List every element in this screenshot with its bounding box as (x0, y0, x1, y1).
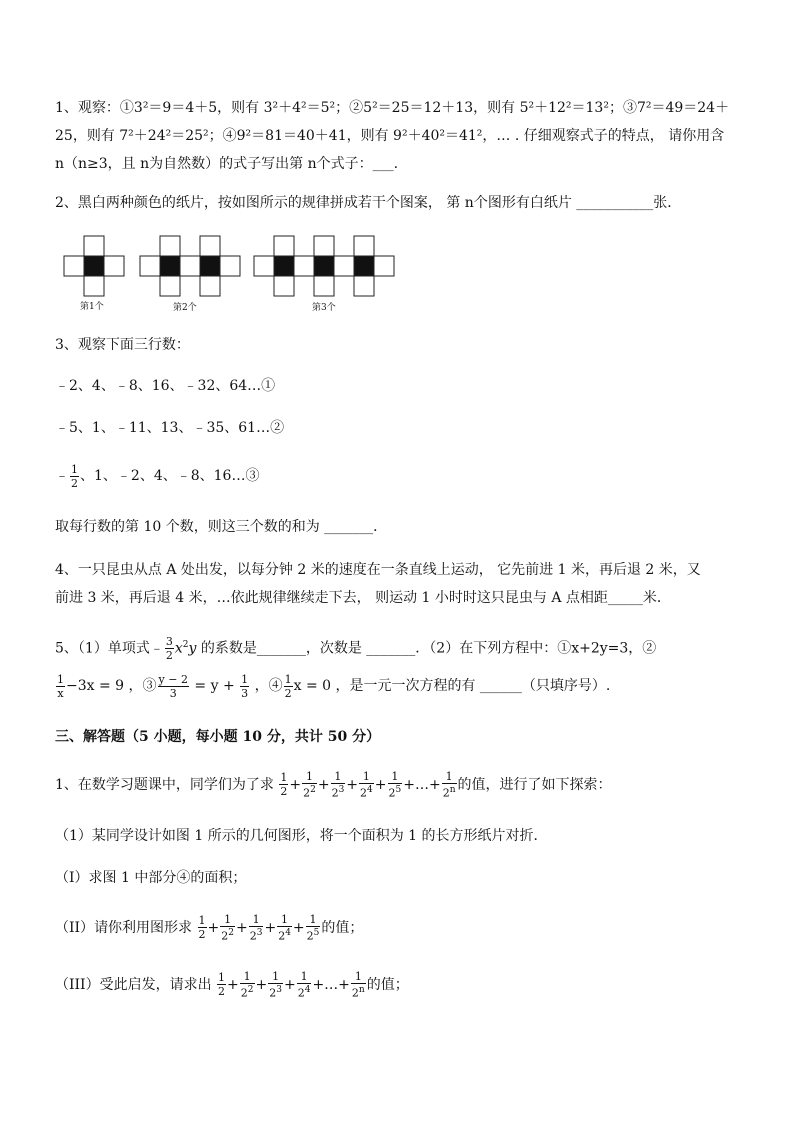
exponent: 5 (395, 785, 402, 795)
figure-caption-1: 第1个 (80, 302, 104, 312)
q1-line-3: n（n≥3，且 n为自然数）的式子写出第 n个式子：___. (55, 156, 399, 172)
fraction (240, 970, 255, 1000)
fraction (220, 913, 235, 943)
q5-text: 的系数是_______，次数是 _______．（2）在下列方程中：①x+2y=3，② (196, 640, 657, 657)
s1-part1-text: （1）某同学设计如图 1 所示的几何图形，将一个面积为 1 的长方形纸片对折． (55, 828, 548, 844)
fraction-numerator: 1 (442, 770, 457, 784)
exponent: n (358, 985, 365, 995)
fraction-denominator: $2^4$ (278, 928, 291, 943)
exponent: 4 (285, 928, 291, 938)
fraction (351, 970, 366, 1000)
solve-1-sub-I (55, 864, 745, 892)
solve-1-sub-III (55, 970, 745, 998)
plus-sign: + (292, 919, 305, 936)
exponent: n (449, 785, 456, 795)
q1-line-2: 25，则有 7²＋24²＝25²；④9²＝81＝40＋41，则有 9²＋40²＝41²，… . 仔细观察式子的特点， 请你用含 (55, 128, 725, 144)
fraction-denominator: 2 (165, 649, 173, 663)
tile-white (180, 256, 200, 276)
q3-row-3 (55, 462, 745, 490)
plus-sign: + (374, 776, 387, 793)
fraction-denominator: $2^4$ (360, 785, 373, 800)
fraction-numerator: 1 (268, 970, 283, 984)
fraction (442, 770, 457, 800)
fraction (165, 635, 174, 662)
s1-subI-text: 求图 1 中部分④的面积； (88, 870, 247, 886)
question-3-intro (55, 331, 745, 359)
fraction (277, 913, 292, 943)
tile-white (200, 276, 220, 296)
fraction-denominator: 3 (169, 686, 177, 700)
monomial-exponent: 2 (182, 640, 189, 650)
monomial-var-y: y (188, 640, 197, 657)
ellipsis: +…+ (312, 976, 350, 993)
fraction-denominator: 2 (218, 985, 226, 999)
fraction-denominator: $2^3$ (249, 928, 263, 943)
solve-1-intro (55, 770, 745, 798)
s1-text: 的值； (321, 919, 364, 936)
figure-caption-2: 第2个 (173, 303, 197, 313)
tile-white (274, 236, 294, 256)
fraction-denominator: $2^3$ (269, 985, 282, 1000)
fraction-numerator: 1 (359, 770, 374, 784)
ellipsis: +…+ (403, 776, 441, 793)
tile-black (354, 256, 374, 276)
fraction-denominator: 2$^n$ (442, 785, 456, 800)
solve-1-sub-II (55, 913, 745, 941)
fraction (217, 971, 226, 998)
q3-row-3-rest: 、1、﹣2、4、﹣8、16…③ (80, 468, 260, 484)
plus-sign: + (283, 976, 296, 993)
tile-white (160, 236, 180, 256)
fraction (56, 673, 65, 700)
tile-white (84, 276, 104, 296)
fraction-numerator: 1 (280, 771, 288, 785)
plus-sign: + (289, 776, 302, 793)
q5-text: = y + (189, 678, 240, 694)
q3-ask-text: 取每行数的第 10 个数，则这三个数的和为 _______． (55, 519, 388, 535)
plus-sign: + (227, 976, 239, 993)
tile-white (334, 256, 354, 276)
s1-text: 请你利用图形求 (94, 919, 197, 936)
fraction (284, 673, 293, 700)
sub-label-I: （I） (55, 870, 89, 886)
s1-text: 的值，进行了如下探索： (457, 776, 612, 793)
question-2 (55, 189, 745, 217)
q4-line-2: 前进 3 米，再后退 4 米，…依此规律继续走下去， 则运动 1 小时时这只昆虫与 A 点相距_____米． (55, 590, 671, 606)
fraction-denominator: $2^2$ (221, 928, 234, 943)
sub-label-III: （III） (55, 976, 100, 993)
q5-text: 5、（1）单项式﹣ (55, 640, 164, 657)
q3-row-3-sign: ﹣ (55, 468, 69, 484)
section-heading: 三、解答题（5 小题，每小题 10 分，共计 50 分） (55, 729, 381, 745)
tile-white (160, 276, 180, 296)
fraction (306, 913, 321, 943)
exponent: 4 (367, 785, 373, 795)
tile-white (84, 236, 104, 256)
question-5-line-1 (55, 631, 745, 663)
tile-pattern-figure (60, 232, 400, 298)
tile-white (64, 256, 84, 276)
fraction (279, 771, 288, 798)
fraction-numerator: 1 (240, 970, 255, 984)
q3-row-2 (55, 414, 745, 442)
tile-white (220, 256, 240, 276)
question-4 (55, 556, 745, 612)
figure-caption-3: 第3个 (312, 303, 336, 313)
fraction (198, 914, 207, 941)
q3-question (55, 513, 745, 541)
q3-row-2-text: ﹣5、1、﹣11、13、﹣35、61…② (55, 420, 285, 436)
tile-black (200, 256, 220, 276)
fraction-numerator: 1 (297, 970, 312, 984)
fraction-denominator: 2 (198, 928, 206, 942)
fraction-numerator: 1 (306, 913, 321, 927)
tile-black (160, 256, 180, 276)
fraction-numerator: 1 (249, 913, 264, 927)
exponent: 2 (247, 985, 254, 995)
q5-text: ，④ (250, 678, 283, 694)
fraction-numerator: 1 (388, 770, 403, 784)
fraction (302, 770, 317, 800)
fraction-numerator: 3 (165, 635, 173, 649)
tile-white (314, 276, 334, 296)
exponent: 4 (304, 985, 311, 995)
tile-black (84, 256, 104, 276)
solve-1-part-1 (55, 822, 745, 850)
fraction (158, 673, 189, 700)
tile-white (254, 256, 274, 276)
plus-sign: + (207, 919, 220, 936)
question-5-line-2 (55, 672, 745, 700)
tile-white (374, 256, 394, 276)
fraction-denominator: $2^5$ (388, 785, 402, 800)
fraction (297, 970, 312, 1000)
q2-text: 2、黑白两种颜色的纸片，按如图所示的规律拼成若干个图案， 第 n个图形有白纸片 ___________张． (55, 195, 682, 211)
fraction-denominator: $2^5$ (306, 928, 320, 943)
fraction-numerator: 1 (351, 970, 366, 984)
tile-white (314, 236, 334, 256)
fraction-denominator: $2^4$ (297, 985, 311, 1000)
fraction-denominator: 2$^n$ (351, 985, 365, 1000)
tile-white (200, 236, 220, 256)
s1-text: 的值； (366, 976, 409, 993)
fraction (388, 770, 403, 800)
fraction-numerator: 1 (218, 971, 226, 985)
fraction-numerator: 1 (71, 462, 78, 476)
exponent: 2 (310, 785, 316, 795)
fraction-numerator: 1 (331, 770, 346, 784)
tile-white (354, 276, 374, 296)
fraction-numerator: 1 (284, 672, 292, 686)
tile-white (354, 236, 374, 256)
tile-black (314, 256, 334, 276)
plus-sign: + (317, 776, 330, 793)
q3-row-1-text: ﹣2、4、﹣8、16、﹣32、64…① (55, 378, 276, 394)
fraction (331, 770, 346, 800)
fraction-denominator: x (57, 686, 64, 700)
fraction (268, 970, 283, 1000)
q1-line-1: 1、观察：①3²＝9＝4＋5，则有 3²＋4²＝5²；②5²＝25＝12＋13，则有 5²＋12²＝13²；③7²＝49＝24＋ (55, 100, 730, 116)
exponent: 3 (276, 985, 282, 995)
exponent: 2 (228, 928, 234, 938)
fraction (70, 463, 79, 490)
fraction-denominator: $2^2$ (303, 785, 316, 800)
fraction-denominator: 3 (241, 686, 249, 700)
fraction-denominator: $2^3$ (331, 785, 345, 800)
fraction-numerator: 1 (277, 913, 292, 927)
fraction-numerator: 1 (302, 770, 317, 784)
plus-sign: + (255, 976, 268, 993)
tile-white (294, 256, 314, 276)
exponent: 3 (256, 928, 263, 938)
exponent: 3 (338, 785, 345, 795)
plus-sign: + (235, 919, 248, 936)
tile-white (274, 276, 294, 296)
s1-text: 1、在数学习题课中，同学们为了求 (55, 776, 279, 793)
fraction (240, 673, 249, 700)
q5-text: −3x = 9 ，③ (66, 678, 157, 694)
fraction (249, 913, 264, 943)
monomial-var-x: x (174, 640, 183, 657)
fraction-denominator: 2 (280, 785, 288, 799)
fraction-denominator: 2 (284, 686, 292, 700)
fraction-numerator: 1 (241, 672, 249, 686)
q4-line-1: 4、一只昆虫从点 A 处出发，以每分钟 2 米的速度在一条直线上运动， 它先前进 1 米，再后退 2 米，又 (55, 562, 701, 578)
q3-row-1 (55, 372, 745, 400)
q3-intro: 3、观察下面三行数： (55, 337, 190, 353)
fraction-numerator: 1 (220, 913, 235, 927)
q5-text: x = 0 ，是一元一次方程的有 ______（只填序号）. (293, 678, 611, 694)
fraction-denominator: 2 (71, 476, 78, 490)
fraction-numerator: 1 (198, 914, 206, 928)
fraction-numerator: 1 (57, 672, 64, 686)
s1-text: 受此启发，请求出 (99, 976, 217, 993)
question-1 (55, 94, 745, 178)
fraction (359, 770, 374, 800)
plus-sign: + (264, 919, 277, 936)
fraction-numerator: y − 2 (158, 672, 188, 686)
sub-label-II: （II） (55, 919, 95, 936)
fraction-denominator: $2^2$ (240, 985, 254, 1000)
tile-black (274, 256, 294, 276)
tile-white (104, 256, 124, 276)
tile-white (140, 256, 160, 276)
plus-sign: + (346, 776, 359, 793)
exponent: 5 (313, 928, 320, 938)
